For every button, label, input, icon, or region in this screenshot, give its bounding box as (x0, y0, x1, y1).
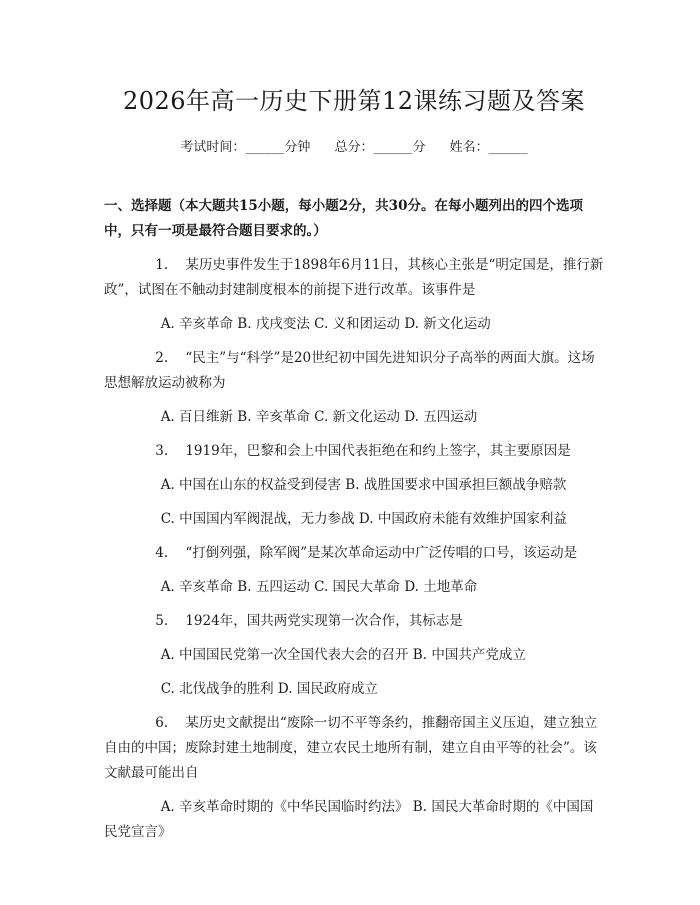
question-4-options: A. 辛亥革命 B. 五四运动 C. 国民大革命 D. 土地革命 (160, 579, 478, 595)
question-stem: 某历史事件发生于1898年6月11日，其核心主张是“明定国是，推行新政”，试图在不触动封建制度根本的前提下进行改革。该事件是 (104, 257, 604, 298)
question-stem: 某历史文献提出“废除一切不平等条约，推翻帝国主义压迫，建立独立自由的中国；废除封建土地制度，建立农民土地所有制，建立自由平等的社会”。该文献最可能出自 (104, 715, 598, 781)
question-4 (104, 541, 604, 566)
question-6-options: A. 辛亥革命时期的《中华民国临时约法》 B. 国民大革命时期的《中国国民党宣言》 (104, 799, 594, 840)
question-2-options: A. 百日维新 B. 辛亥革命 C. 新文化运动 D. 五四运动 (160, 409, 478, 425)
question-5 (104, 609, 604, 634)
total-score: 总分：______分 (334, 140, 426, 155)
page-title: 2026年高一历史下册第12课练习题及答案 (122, 87, 586, 115)
section-heading: 一、选择题（本大题共15小题，每小题2分，共30分。在每小题列出的四个选项中，只有一项是最符合题目要求的。） (104, 198, 583, 239)
exam-info (104, 138, 604, 158)
question-number: 2. (155, 350, 169, 366)
question-2 (104, 346, 604, 396)
question-number: 6. (155, 715, 169, 731)
question-3-options-line-1: A. 中国在山东的权益受到侵害 B. 战胜国要求中国承担巨额战争赔款 (160, 477, 567, 493)
question-stem: 1924年，国共两党实现第一次合作，其标志是 (185, 613, 463, 629)
question-number: 5. (155, 613, 169, 629)
question-3-options-line-2: C. 中国国内军阀混战，无力参战 D. 中国政府未能有效维护国家利益 (160, 511, 567, 527)
question-number: 4. (155, 545, 169, 561)
question-stem: “打倒列强，除军阀”是某次革命运动中广泛传唱的口号，该运动是 (185, 545, 578, 561)
question-1-options: A. 辛亥革命 B. 戊戌变法 C. 义和团运动 D. 新文化运动 (160, 316, 491, 332)
student-name: 姓名：______ (449, 140, 528, 155)
question-5-options-line-2: C. 北伐战争的胜利 D. 国民政府成立 (160, 681, 378, 697)
question-stem: 1919年，巴黎和会上中国代表拒绝在和约上签字，其主要原因是 (185, 443, 571, 459)
question-3 (104, 439, 604, 464)
question-stem: “民主”与“科学”是20世纪初中国先进知识分子高举的两面大旗。这场思想解放运动被称为 (104, 350, 595, 391)
exam-time: 考试时间：______分钟 (180, 140, 311, 155)
question-number: 1. (155, 257, 169, 273)
question-5-options-line-1: A. 中国国民党第一次全国代表大会的召开 B. 中国共产党成立 (160, 647, 526, 663)
question-number: 3. (155, 443, 169, 459)
question-6 (104, 711, 604, 786)
question-1 (104, 253, 604, 303)
